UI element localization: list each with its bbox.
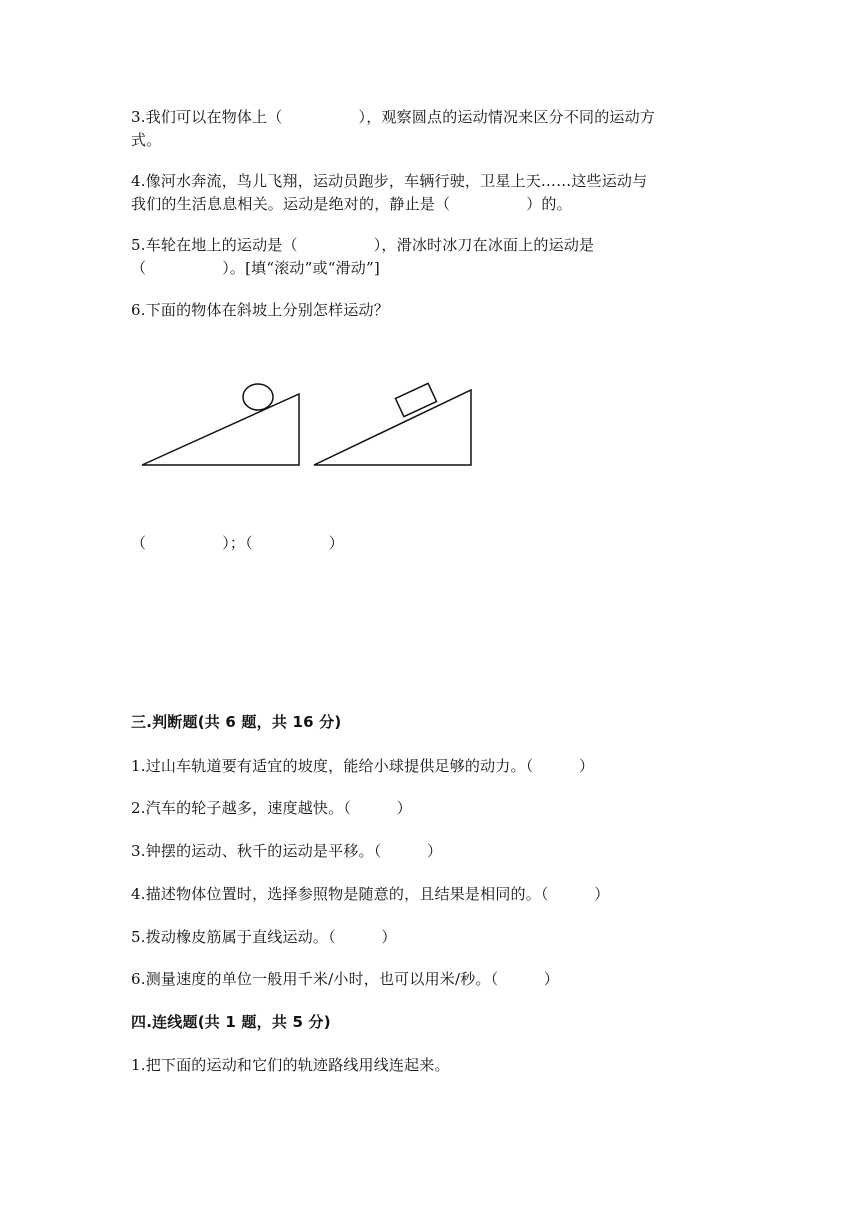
q3-line2: 式。 [131,131,162,149]
left-slope-triangle [142,394,299,465]
block-shape [395,383,436,416]
slope-block-diagram [314,383,471,465]
slope-ball-diagram [142,384,299,465]
judge-section-title: 三.判断题(共 6 题，共 16 分) [131,713,342,731]
slope-figure [130,370,480,480]
q4-line2: 我们的生活息息相关。运动是绝对的，静止是（ ）的。 [131,195,572,213]
match-q1: 1.把下面的运动和它们的轨迹路线用线连起来。 [131,1056,450,1074]
judge-item-5: 5.拨动橡皮筋属于直线运动。（ ） [131,928,397,946]
judge-item-3: 3.钟摆的运动、秋千的运动是平移。（ ） [131,842,443,860]
q6-answer-blanks: （ ）；（ ） [131,534,345,552]
judge-item-2: 2.汽车的轮子越多，速度越快。（ ） [131,799,412,817]
right-slope-triangle [314,390,471,465]
judge-item-4: 4.描述物体位置时，选择参照物是随意的，且结果是相同的。（ ） [131,885,610,903]
q4-line1: 4.像河水奔流，鸟儿飞翔，运动员跑步，车辆行驶，卫星上天……这些运动与 [131,172,648,190]
q6-question: 6.下面的物体在斜坡上分别怎样运动？ [131,301,389,319]
judge-item-6: 6.测量速度的单位一般用千米/小时，也可以用米/秒。（ ） [131,970,560,988]
match-section-title: 四.连线题(共 1 题，共 5 分) [131,1013,331,1031]
ball-shape [243,384,273,410]
q3-line1: 3.我们可以在物体上（ ），观察圆点的运动情况来区分不同的运动方 [131,108,656,126]
q5-line1: 5.车轮在地上的运动是（ ），滑冰时冰刀在冰面上的运动是 [131,236,595,254]
q5-line2: （ ）。[填“滚动”或“滑动”] [131,259,380,277]
judge-item-1: 1.过山车轨道要有适宜的坡度，能给小球提供足够的动力。（ ） [131,757,595,775]
